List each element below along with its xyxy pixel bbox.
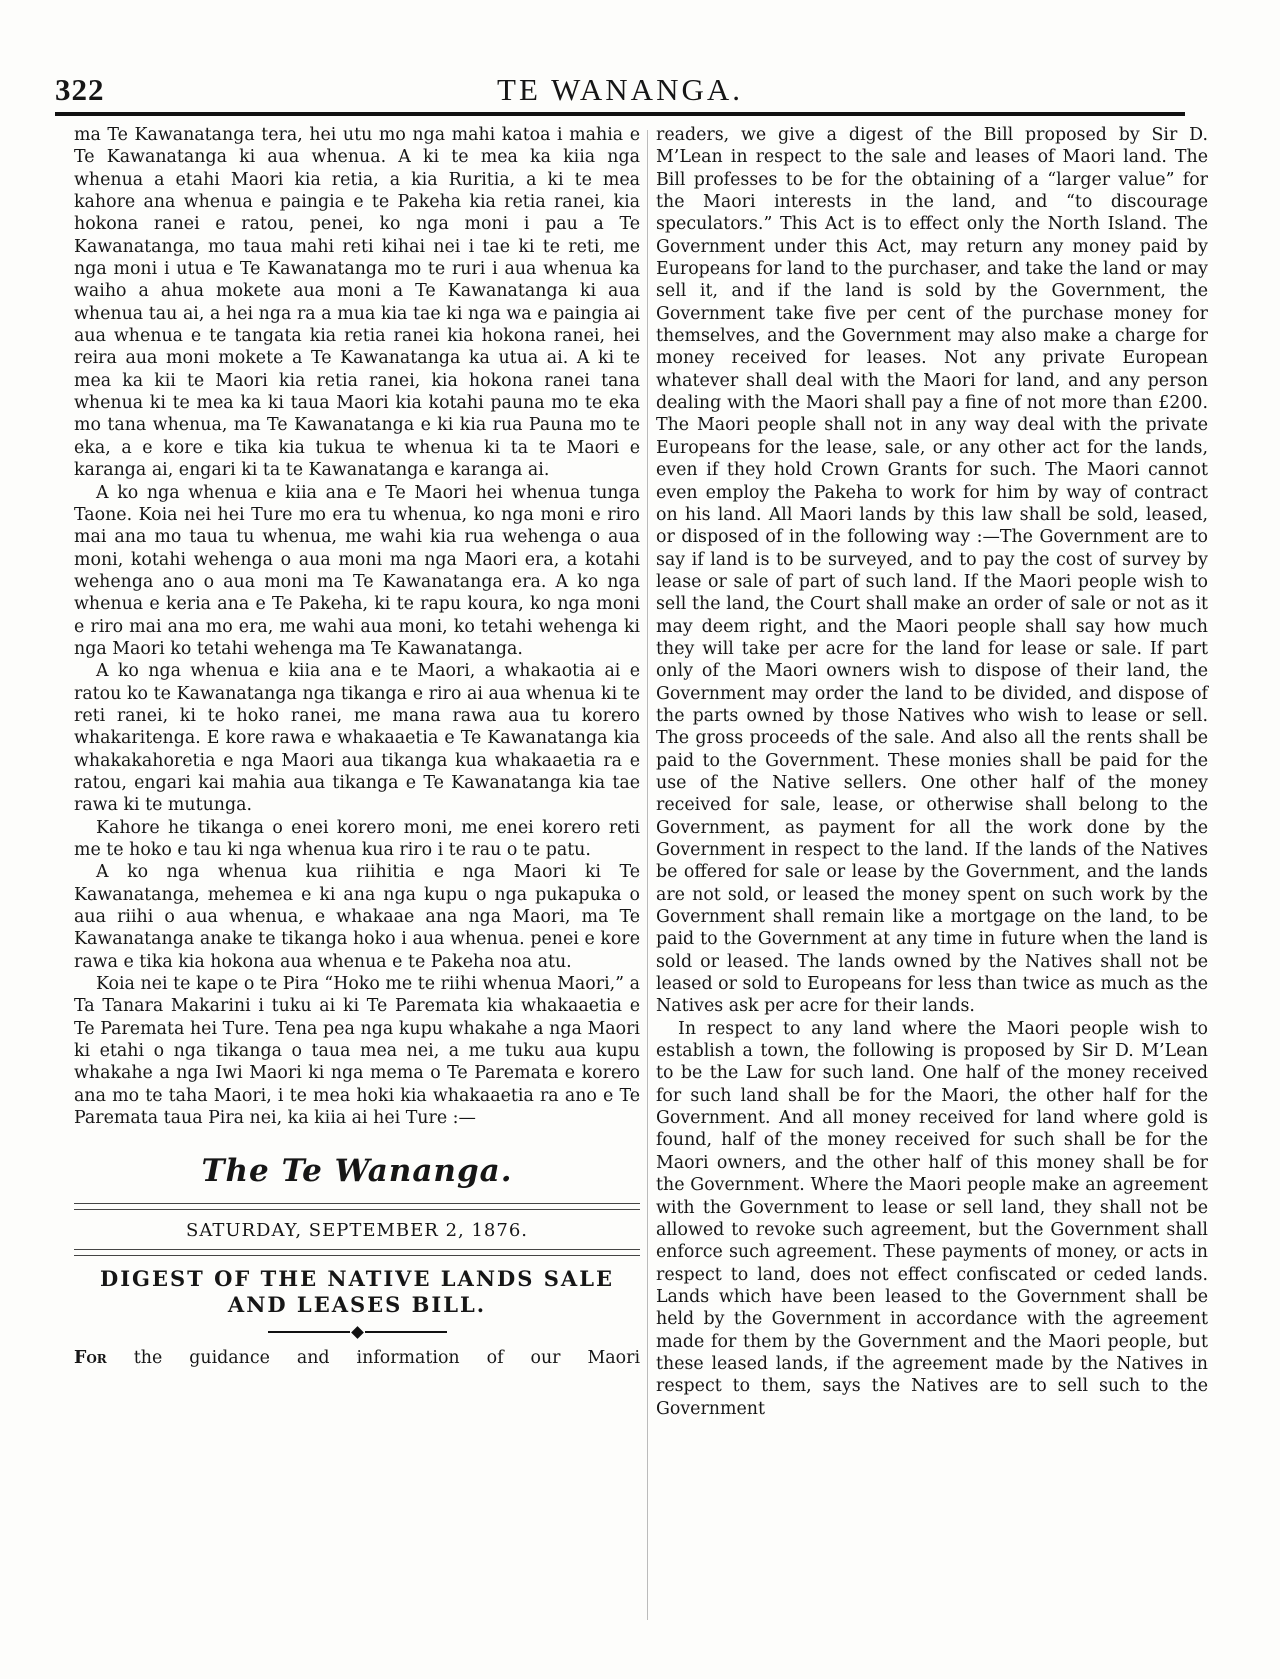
page-header — [55, 72, 1185, 106]
paragraph: ma Te Kawanatanga tera, hei utu mo nga mahi katoa i mahia e Te Kawanatanga ki aua whenua. A ki te mea ka kiia nga whenua a etahi Maori kia retia, a kia Ruritia, a ki te mea kahore ana whenua e paingia e te Pakeha kia retia ranei, kia hokona ranei e ratou, penei, ko nga moni i pau a Te Kawanatanga, mo taua mahi reti kihai nei i tae ki te reti, me nga moni i utua e Te Kawanatanga mo te ruri i aua whenua ka waiho a ahua mokete aua moni a Te Kawanatanga ki aua whenua tau ai, a hei nga ra a mua kia tae ki nga wa e paingia ai aua whenua e te tangata kia retia ranei kia hokona ranei, hei reira aua moni mokete a Te Kawanatanga ka utua ai. A ki te mea ka kii te Maori kia retia ranei, kia hokona ranei tana whenua ki te mea ka ki taua Maori kia kotahi pauna mo te eka mo tana whenua, ma Te Kawanatanga e ki kia rua Pauna mo te eka, a e kore e tika kia tukua te whenua ki ta te Maori e karanga ai, engari ki ta te Kawanatanga e karanga ai. — [74, 125, 640, 481]
paragraph: readers, we give a digest of the Bill proposed by Sir D. M’Lean in respect to the sale and leases of Maori land. The Bill professes to be for the obtaining of a “larger value” for the Maori interests in the land, and “to discourage speculators.” This Act is to effect only the North Island. The Government under this Act, may return any money paid by Europeans for land to the purchaser, and take the land or may sell it, and if the land is sold by the Government, the Government take five per cent of the purchase money for themselves, and the Government may also make a charge for money received for leases. Not any private European whatever shall deal with the Maori for land, and any person dealing with the Maori shall pay a fine of not more than £200. The Maori people shall not in any way deal with the private Europeans for the lease, sale, or any other act for the lands, even if they hold Crown Grants for such. The Maori cannot even employ the Pakeha to work for him by way of contract on his land. All Maori lands by this law shall be sold, leased, or disposed of in the following way :—The Government are to say if land is to be surveyed, and to pay the cost of survey by lease or sale of part of such land. If the Maori people wish to sell the land, the Court shall make an order of sale or not as it may deem right, and the Maori people shall say how much they will take per acre for the land for lease or sale. If part only of the Maori owners wish to dispose of their land, the Government may order the land to be divided, and dispose of the parts owned by those Natives who wish to lease or sell. The gross proceeds of the sale. And also all the rents shall be paid to the Government. These monies shall be paid for the use of the Native sellers. One other half of the money received for sale, lease, or otherwise shall belong to the Government, as payment for all the work done by the Government in respect to the land. If the lands of the Natives be offered for sale or lease by the Government, and the lands are not sold, or leased the money spent on such work by the Government shall remain like a mortgage on the land, to be paid to the Government at any time in future when the land is sold or leased. The lands owned by the Natives shall not be leased or sold to Europeans for less than twice as much as the Natives ask per acre for their lands. — [656, 125, 1208, 1017]
masthead: TE WANANGA. — [497, 72, 743, 107]
ornamental-rule — [74, 1328, 640, 1337]
paragraph: A ko nga whenua e kiia ana e te Maori, a whakaotia ai e ratou ko te Kawanatanga nga tikanga e riro ai aua whenua ki te reti ranei, ki te hoko ranei, me mana rawa aua tu korero whakaritenga. E kore rawa e whakaaetia e Te Kawanatanga kia whakakahoretia e nga Maori aua tikanga kua whakaaetia ra e ratou, engari kai mahia aua tikanga e Te Kawanatanga kia tae rawa ki te mutunga. — [74, 661, 640, 816]
paragraph: Kahore he tikanga o enei korero moni, me enei korero reti me te hoko e tau ki nga whenua kua riro i te rau o te patu. — [74, 817, 640, 860]
date-line: SATURDAY, SEPTEMBER 2, 1876. — [185, 1220, 528, 1242]
article-heading: DIGEST OF THE NATIVE LANDS SALE AND LEASES BILL. — [100, 1265, 614, 1317]
lead-text: the guidance and information of our Maori — [133, 1347, 641, 1368]
double-rule — [74, 1249, 640, 1256]
right-column — [656, 124, 1208, 1420]
paragraph: Koia nei te kape o te Pira “Hoko me te riihi whenua Maori,” a Ta Tanara Makarini i tuku ai ki Te Paremata kia whakaaetia e Te Paremata hei Ture. Tena pea nga kupu whakahe a nga Maori ki etahi o nga tikanga o taua mea nei, a me tuku aua kupu whakahe a nga Iwi Maori ki nga mema o Te Paremata e korero ana mo te taha Maori, i te mea hoki kia whakaaetia ra ano e Te Paremata taua Pira nei, ka kiia ai hei Ture :— — [74, 974, 640, 1129]
double-rule — [74, 1203, 640, 1210]
lead-cap: For — [74, 1347, 107, 1368]
page-number: 322 — [55, 72, 105, 107]
paper-title: The Te Wananga. — [201, 1153, 513, 1190]
paragraph: A ko nga whenua e kiia ana e Te Maori hei whenua tunga Taone. Koia nei hei Ture mo era tu whenua, ko nga moni e riro mai ana mo taua tu whenua, me wahi kia rua wehenga o aua moni, kotahi wehenga o aua moni ma nga Maori era, a kotahi wehenga ano o aua moni ma Te Kawanatanga era. A ko nga whenua e keria ana e Te Pakeha, ki te rapu koura, ko nga moni e riro mai ana mo era, me wahi aua moni, ko tetahi wehenga ki nga Maori ko tetahi wehenga ma Te Kawanatanga. — [74, 482, 640, 659]
column-divider — [647, 130, 648, 1620]
left-column — [74, 124, 640, 1369]
article-lead — [74, 1347, 640, 1369]
paragraph: In respect to any land where the Maori people wish to establish a town, the following is proposed by Sir D. M’Lean to be the Law for such land. One half of the money received for such land shall be for the Maori, the other half for the Government. And all money received for land where gold is found, half of the money received for such shall be for the Maori owners, and the other half of this money shall be for the Government. Where the Maori people make an agreement with the Government to lease or sell land, they shall not be allowed to revoke such agreement, but the Government shall enforce such agreement. These payments of money, or acts in respect to land, does not effect confiscated or ceded lands. Lands which have been leased to the Government shall be held by the Government in accordance with the agreement made for them by the Government and the Maori people, but these leased lands, if the agreement made by the Natives in respect to them, says the Natives are to sell such to the Government — [656, 1018, 1208, 1419]
editorial-title-block — [74, 1151, 640, 1336]
header-rule — [55, 112, 1185, 116]
paragraph: A ko nga whenua kua riihitia e nga Maori ki Te Kawanatanga, mehemea e ki ana nga kupu o nga pukapuka o aua riihi o aua whenua, e whakaae ana nga Maori, ma Te Kawanatanga anake te tikanga hoko i aua whenua. penei e kore rawa e tika kia hokona aua whenua e te Pakeha noa atu. — [74, 862, 640, 972]
